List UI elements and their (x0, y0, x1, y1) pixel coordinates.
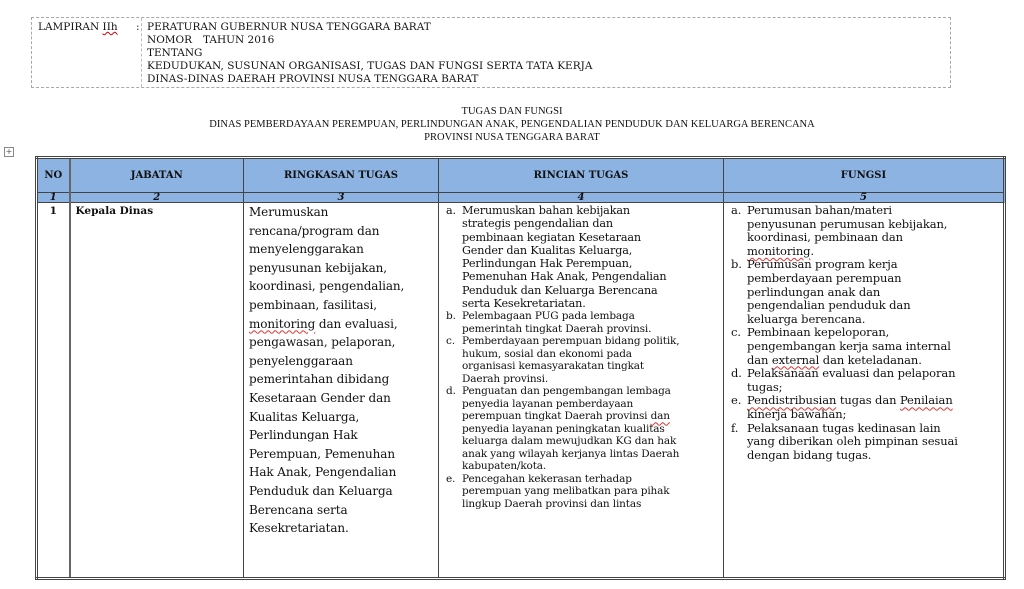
spellcheck-word: Pendistribusian (747, 393, 837, 408)
text-line: dengan bidang tugas. (747, 447, 872, 462)
header-rincian-tugas: RINCIAN TUGAS (439, 158, 724, 193)
table-move-handle-icon[interactable]: + (5, 147, 13, 156)
text-line: perempuan tingkat Daerah provinsi dan (462, 410, 670, 423)
text-line: Pemenuhan Hak Anak, Pengendalian (462, 270, 667, 284)
text-line: strategis pengendalian dan (462, 217, 613, 231)
text-line: monitoring. (747, 243, 814, 258)
list-item (729, 367, 998, 394)
lampiran-label-prefix: LAMPIRAN (38, 21, 103, 33)
lampiran-header-box (31, 17, 951, 88)
title-line-1: TUGAS DAN FUNGSI (461, 106, 563, 117)
column-number-row (37, 193, 1005, 203)
text-line: Perlindungan Hak (249, 428, 358, 443)
lampiran-line-tentang: TENTANG (147, 47, 203, 59)
list-marker: f. (731, 420, 739, 435)
list-item (729, 394, 998, 421)
lampiran-line-peraturan: PERATURAN GUBERNUR NUSA TENGGARA BARAT (147, 21, 431, 33)
text-line: kabupaten/kota. (462, 460, 547, 473)
list-marker: b. (446, 310, 456, 323)
header-fungsi: FUNGSI (724, 158, 1005, 193)
lampiran-line-dinas: DINAS-DINAS DAERAH PROVINSI NUSA TENGGARA BARAT (147, 73, 479, 85)
list-marker: b. (731, 257, 742, 272)
cell-ringkasan-tugas (244, 203, 439, 579)
text-line: pengembangan kerja sama internal (747, 338, 951, 353)
text-line: koordinasi, pembinaan dan (747, 230, 903, 245)
text-line: Pelembagaan PUG pada lembaga (462, 310, 635, 323)
list-marker: c. (731, 325, 741, 340)
text-line: Perlindungan Hak Perempuan, (462, 257, 633, 271)
list-item (444, 335, 718, 385)
text-line: Hak Anak, Pengendalian (249, 465, 397, 480)
nomor-label: NOMOR (147, 34, 193, 46)
text-fragment: dan evaluasi, (315, 316, 398, 331)
list-marker: a. (446, 204, 456, 217)
title-line-3: PROVINSI NUSA TENGGARA BARAT (424, 132, 600, 143)
text-line: lingkup Daerah provinsi dan lintas (462, 497, 642, 510)
header-no: NO (37, 158, 70, 193)
text-line: pembinaan, fasilitasi, (249, 297, 377, 312)
text-line (249, 315, 433, 334)
text-line: organisasi kemasyarakatan tingkat (462, 360, 644, 373)
document-title (0, 105, 1024, 144)
text-line: rencana/program dan (249, 223, 380, 238)
text-line: tugas; (747, 379, 783, 394)
column-number: 5 (724, 193, 1005, 203)
text-line: Kualitas Keluarga, (249, 409, 360, 424)
tahun-label: TAHUN 2016 (203, 34, 275, 46)
text-line: menyelenggarakan (249, 242, 364, 257)
column-number: 3 (244, 193, 439, 203)
text-line: kinerja bawahan; (747, 406, 847, 421)
text-line: Perempuan, Pemenuhan (249, 446, 395, 461)
list-marker: e. (731, 393, 742, 408)
lampiran-colon: : (136, 21, 140, 33)
list-item (729, 258, 998, 326)
text-line: Penduduk dan Keluarga Berencana (462, 283, 658, 297)
list-marker: d. (446, 385, 456, 398)
list-item (729, 422, 998, 463)
lampiran-line-nomor (147, 34, 592, 47)
text-line: dan external dan keteladanan. (747, 352, 922, 367)
text-line: pengendalian penduduk dan (747, 298, 911, 313)
tugas-fungsi-table (35, 156, 1006, 580)
spellcheck-word: monitoring (249, 316, 316, 331)
text-line: perempuan yang melibatkan para pihak (462, 485, 670, 498)
text-line: keluarga dalam mewujudkan KG dan hak (462, 435, 677, 448)
text-line: Pembinaan kepeloporan, (747, 325, 890, 340)
list-marker: c. (446, 335, 455, 348)
text-line: Daerah provinsi. (462, 372, 549, 385)
text-line: penyedia layanan peningkatan kualitas (462, 422, 665, 435)
fungsi-list (729, 204, 998, 462)
text-line: koordinasi, pengendalian, (249, 279, 405, 294)
text-line: Kesetaraan Gender dan (249, 390, 391, 405)
lampiran-line-kedudukan: KEDUDUKAN, SUSUNAN ORGANISASI, TUGAS DAN FUNGSI SERTA TATA KERJA (147, 60, 593, 72)
text-line: penyusunan perumusan kebijakan, (747, 216, 948, 231)
lampiran-lines (147, 21, 592, 86)
text-line: penyedia layanan pemberdayaan (462, 397, 634, 410)
text-line: Penguatan dan pengembangan lembaga (462, 385, 671, 398)
text-line: penyelenggaraan (249, 353, 353, 368)
text-line: Penduduk dan Keluarga (249, 483, 393, 498)
header-ringkasan-tugas: RINGKASAN TUGAS (244, 158, 439, 193)
text-line: hukum, sosial dan ekonomi pada (462, 347, 632, 360)
cell-no: 1 (37, 203, 70, 579)
cell-rincian-tugas (439, 203, 724, 579)
text-line: perlindungan anak dan (747, 284, 881, 299)
text-line: Kesekretariatan. (249, 521, 349, 536)
column-number: 1 (37, 193, 70, 203)
list-item (444, 310, 718, 335)
text-line: Pelaksanaan tugas kedinasan lain (747, 420, 941, 435)
text-line: pengawasan, pelaporan, (249, 335, 396, 350)
list-item (729, 326, 998, 367)
table-row (37, 203, 1005, 579)
list-item (444, 204, 718, 310)
header-jabatan: JABATAN (70, 158, 244, 193)
lampiran-label-code: IIh (102, 21, 118, 33)
list-marker: e. (446, 472, 456, 485)
title-line-2: DINAS PEMBERDAYAAN PEREMPUAN, PERLINDUNGAN ANAK, PENGENDALIAN PENDUDUK DAN KELUARGA BERENCANA (209, 119, 815, 130)
cell-jabatan: Kepala Dinas (70, 203, 244, 579)
spellcheck-word: monitoring (747, 243, 811, 258)
text-line: Pencegahan kekerasan terhadap (462, 472, 632, 485)
list-item (729, 204, 998, 258)
lampiran-label (38, 21, 118, 34)
list-marker: a. (731, 203, 742, 217)
text-line: Berencana serta (249, 502, 348, 517)
list-item (444, 385, 718, 473)
table-header-row (37, 158, 1005, 193)
text-line: pemerintah tingkat Daerah provinsi. (462, 322, 652, 335)
text-line: serta Kesekretariatan. (462, 297, 586, 311)
column-number: 2 (70, 193, 244, 203)
text-line: Gender dan Kualitas Keluarga, (462, 243, 633, 257)
spellcheck-word: Penilaian (899, 393, 953, 408)
cell-fungsi (724, 203, 1005, 579)
list-item (444, 473, 718, 511)
text-line: pemerintahan dibidang (249, 372, 390, 387)
text-line: Pelaksanaan evaluasi dan pelaporan (747, 366, 956, 381)
text-line: pembinaan kegiatan Kesetaraan (462, 230, 641, 244)
text-line: penyusunan kebijakan, (249, 260, 387, 275)
text-line: anak yang wilayah kerjanya lintas Daerah (462, 447, 680, 460)
text-line: keluarga berencana. (747, 311, 866, 326)
text-line: yang diberikan oleh pimpinan sesuai (747, 434, 958, 449)
text-line: Pemberdayaan perempuan bidang politik, (462, 335, 680, 348)
text-line: Perumusan program kerja (747, 257, 898, 272)
list-marker: d. (731, 366, 742, 381)
text-line: pemberdayaan perempuan (747, 270, 902, 285)
lampiran-divider (141, 18, 142, 87)
text-line: Perumusan bahan/materi (747, 203, 892, 217)
text-line: Merumuskan bahan kebijakan (462, 204, 630, 217)
text-line: Merumuskan (249, 205, 329, 219)
spellcheck-word: dan (650, 410, 670, 423)
text-line: Pendistribusian tugas dan Penilaian (747, 393, 953, 408)
rincian-list (444, 204, 718, 510)
column-number: 4 (439, 193, 724, 203)
spellcheck-word: external (771, 352, 820, 367)
